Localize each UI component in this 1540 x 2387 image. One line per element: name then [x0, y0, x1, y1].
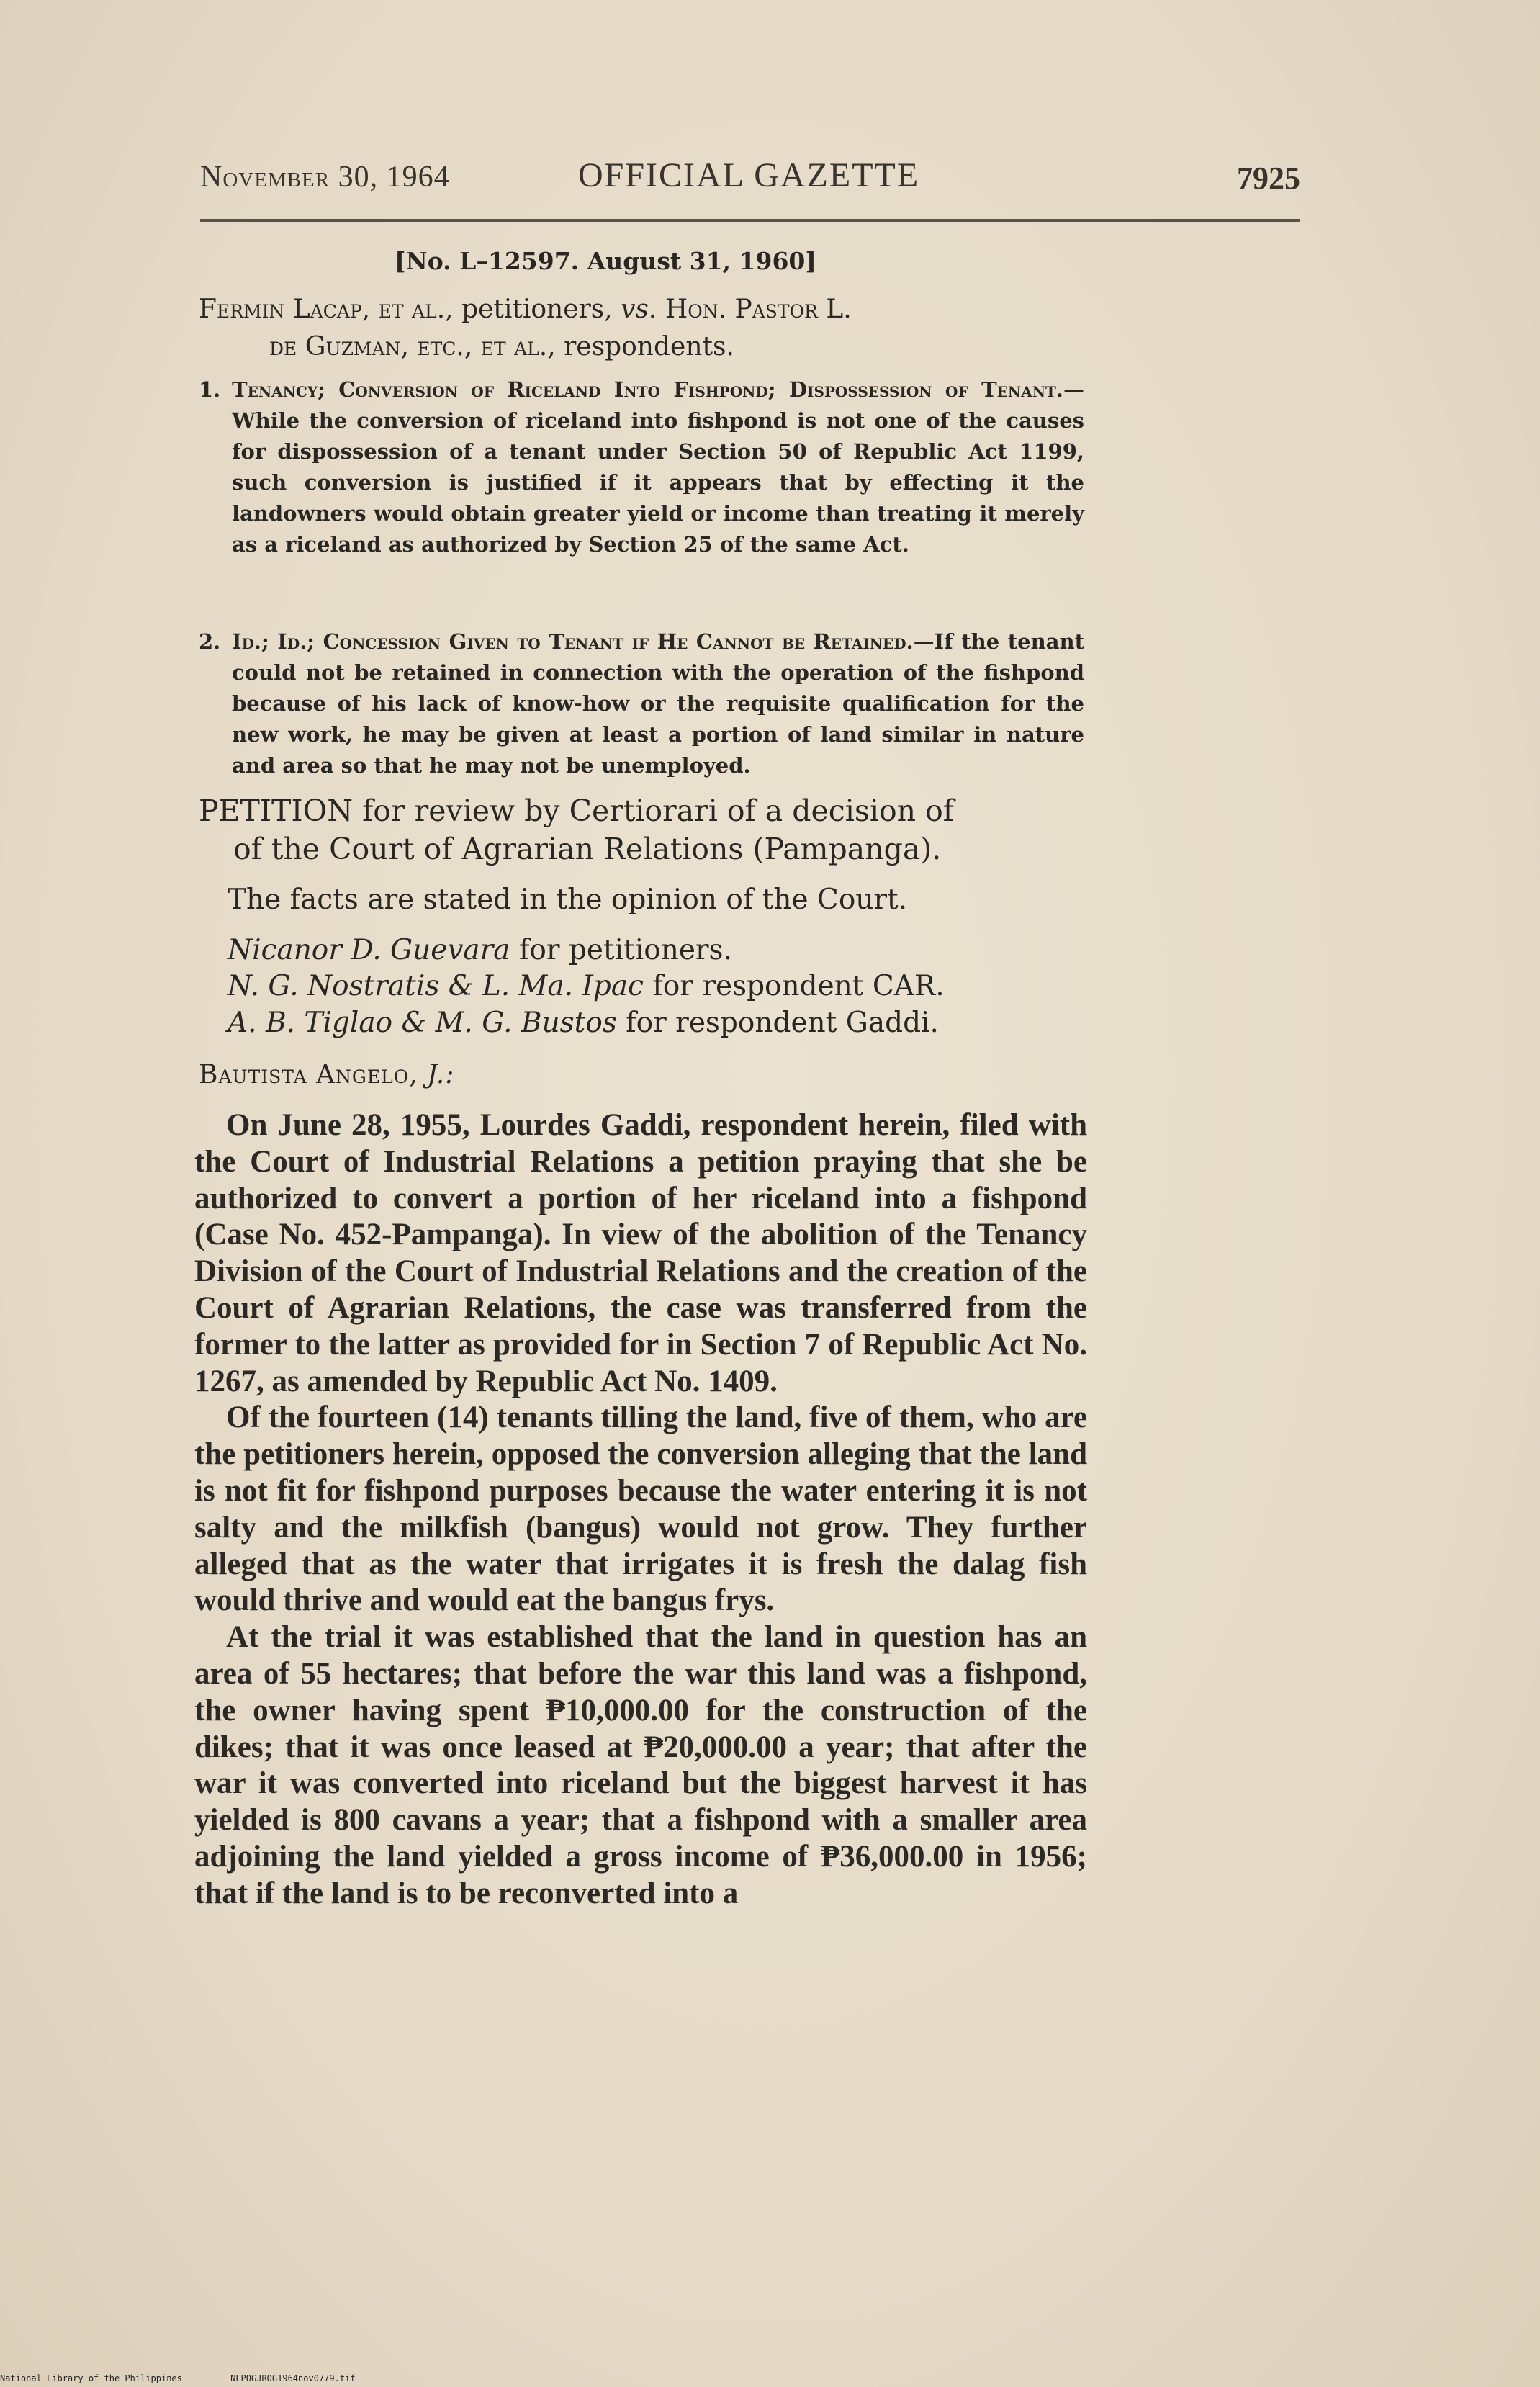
counsel-line	[228, 970, 945, 1002]
ponente	[199, 1060, 454, 1089]
footer-library: National Library of the Philippines	[0, 2373, 182, 2383]
page-header	[200, 156, 1300, 203]
petition-line: of the Court of Agrarian Relations (Pampanga).	[233, 832, 942, 866]
page-number: 7925	[1237, 161, 1300, 196]
counsel-line	[228, 934, 732, 966]
respondent-role: , respondents.	[547, 332, 734, 361]
syllabus-item	[199, 374, 1084, 560]
syllabus-heading: Id.; Id.; Concession Given to Tenant if He Cannot be Retained.	[232, 629, 914, 654]
respondent-name-part1: Hon. Pastor L.	[665, 295, 852, 324]
footer-file-id: NLPOGJROG1964nov0779.tif	[230, 2373, 356, 2383]
syllabus-item	[199, 626, 1084, 781]
ponente-title: J.:	[427, 1060, 455, 1089]
facts-statement: The facts are stated in the opinion of the Court.	[228, 884, 908, 916]
syllabus-number: 2.	[199, 629, 221, 654]
petition-line: PETITION for review by Certiorari of a decision of	[199, 794, 954, 828]
case-number: [No. L–12597. August 31, 1960]	[395, 247, 817, 275]
opinion-paragraph: At the trial it was established that the land in question has an area of 55 hectares; that before the war this land was a fishpond, the owner having spent ₱10,000.00 for the construction of the dikes; that it was once leased at ₱20,000.00 a year; that after the war it was converted into riceland but the biggest harvest it has yielded is 800 cavans a year; that a fishpond with a smaller area adjoining the land yielded a gross income of ₱36,000.00 in 1956; that if the land is to be reconverted into a	[194, 1620, 1087, 1910]
counsel-names: N. G. Nostratis & L. Ma. Ipac	[228, 970, 644, 1002]
header-date: November 30, 1964	[200, 161, 450, 194]
counsel-names: Nicanor D. Guevara	[228, 934, 510, 966]
syllabus-text: —While the conversion of riceland into fishpond is not one of the causes for dispossession of a tenant under Section 50 of Republic Act 1199, such conversion is justified if it appears that by effecting it the landowners would obtain greater yield or income than treating it merely as a riceland as authorized by Section 25 of the same Act.	[232, 377, 1084, 557]
header-title: OFFICIAL GAZETTE	[578, 156, 920, 194]
case-parties	[199, 291, 1084, 366]
counsel-role: for petitioners.	[510, 934, 732, 966]
header-rule	[200, 219, 1300, 222]
ponente-name: Bautista Angelo,	[199, 1060, 428, 1089]
opinion-paragraph: On June 28, 1955, Lourdes Gaddi, respondent herein, filed with the Court of Industrial Relations a petition praying that she be authorized to convert a portion of her riceland into a fishpond (Case No. 452-Pampanga). In view of the abolition of the Tenancy Division of the Court of Industrial Relations and the creation of the Court of Agrarian Relations, the case was transferred from the former to the latter as provided for in Section 7 of Republic Act No. 1267, as amended by Republic Act No. 1409.	[194, 1108, 1087, 1398]
opinion-body	[194, 1107, 1087, 1912]
petitioner-names: Fermin Lacap, et al.	[199, 295, 446, 324]
versus: vs.	[621, 295, 657, 324]
petition-description	[199, 792, 1084, 868]
respondent-name-part2: de Guzman, etc., et al.	[269, 332, 548, 361]
petitioner-role: , petitioners,	[445, 295, 621, 324]
opinion-paragraph: Of the fourteen (14) tenants tilling the land, five of them, who are the petitioners herein, opposed the conversion alleging that the land is not fit for fishpond purposes because the water entering it is not salty and the milkfish (bangus) would not grow. They further alleged that as the water that irrigates it is fresh the dalag fish would thrive and would eat the bangus frys.	[194, 1401, 1087, 1618]
counsel-role: for respondent CAR.	[643, 970, 945, 1002]
syllabus-text: —If the tenant could not be retained in connection with the operation of the fishpond because of his lack of know-how or the requisite qualification for the new work, he may be given at least a portion of land similar in nature and area so that he may not be unemployed.	[232, 629, 1084, 778]
scan-footer	[0, 2373, 399, 2383]
syllabus-number: 1.	[199, 377, 221, 402]
counsel-names: A. B. Tiglao & M. G. Bustos	[228, 1007, 617, 1039]
counsel-role: for respondent Gaddi.	[616, 1007, 939, 1039]
counsel-line	[228, 1007, 939, 1039]
syllabus-heading: Tenancy; Conversion of Riceland Into Fishpond; Dispossession of Tenant.	[232, 377, 1063, 402]
